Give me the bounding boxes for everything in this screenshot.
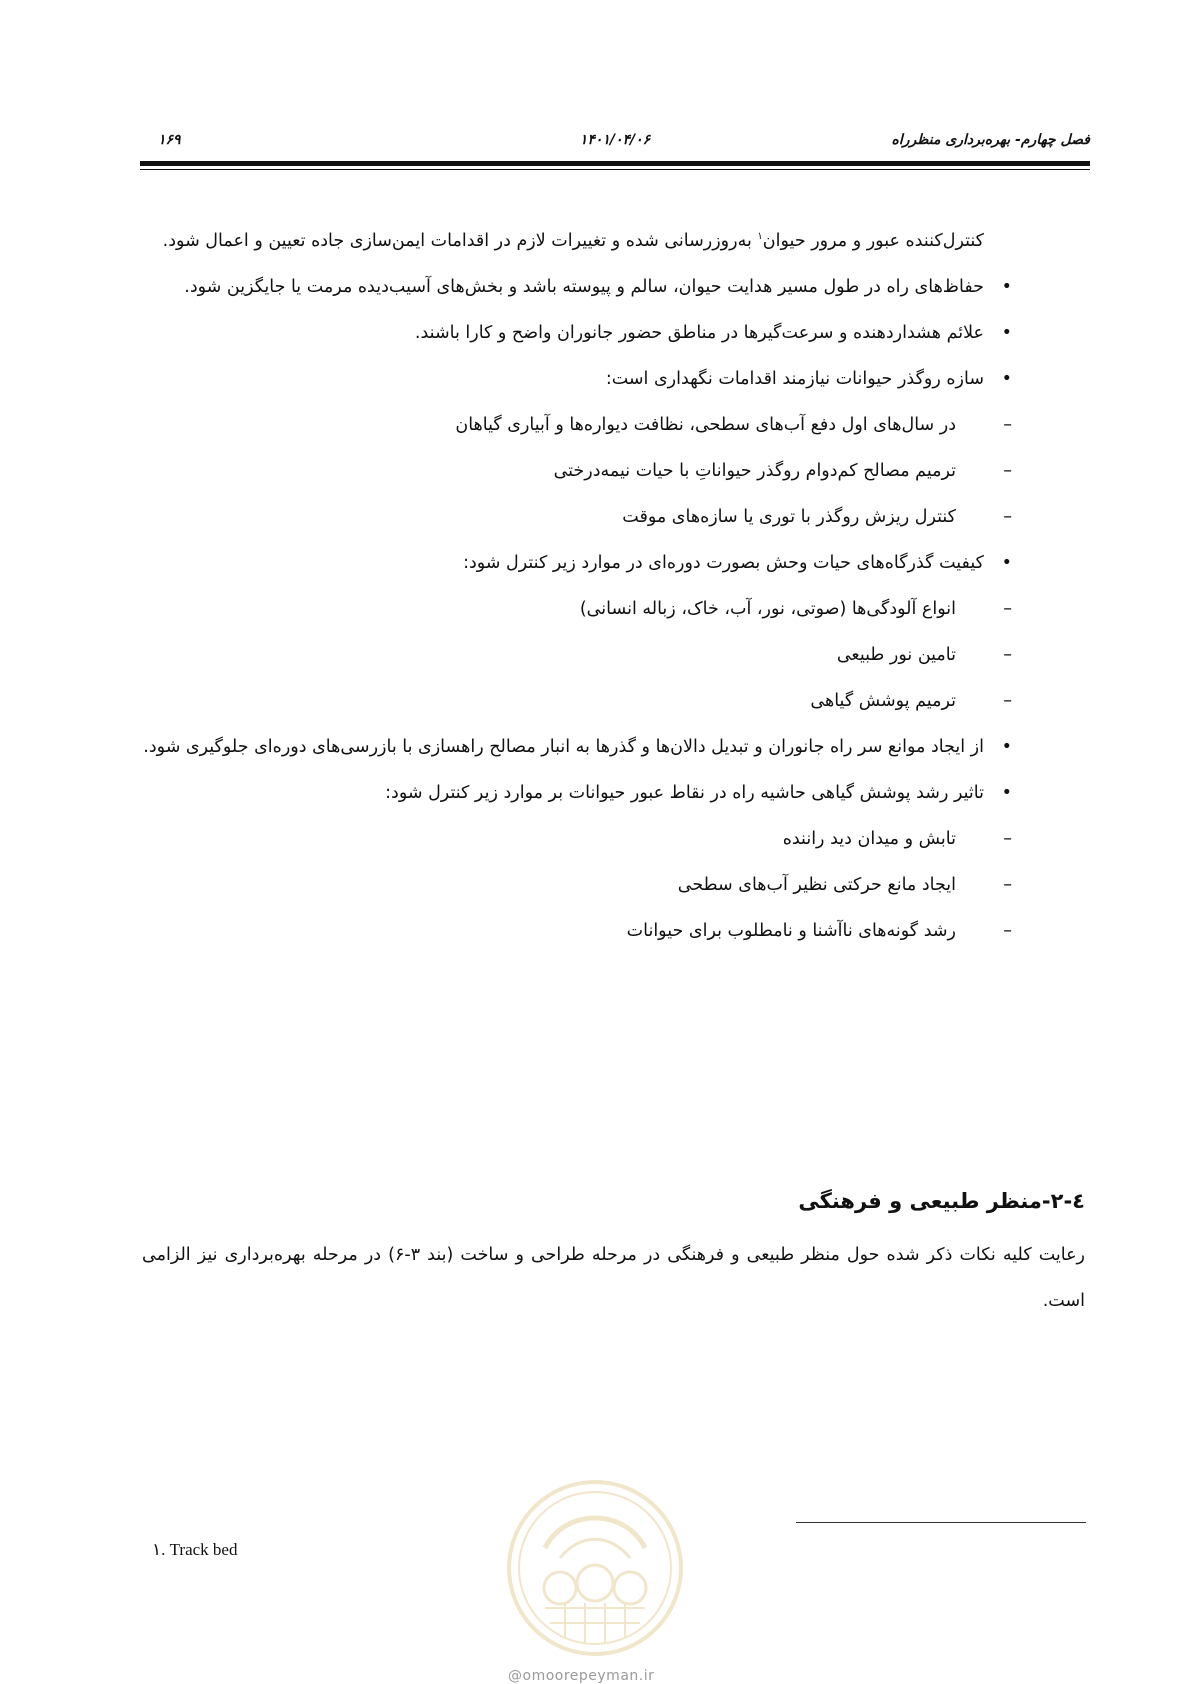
bullet-icon: • [1001, 736, 1012, 757]
bullet-icon: • [1001, 322, 1012, 343]
intro-rest: به‌روزرسانی شده و تغییرات لازم در اقدامات ایمن‌سازی جاده تعیین و اعمال شود. [162, 230, 758, 251]
sub-list-item [142, 448, 1012, 494]
page-number: ۱۶۹ [158, 132, 181, 148]
sub-item-text: ایجاد مانع حرکتی نظیر آب‌های سطحی [677, 874, 956, 895]
sub-list-item [142, 908, 1012, 954]
intro-text: کنترل‌کننده عبور و مرور حیوان [762, 230, 984, 251]
chapter-title: فصل چهارم- بهره‌برداری منظرراه [891, 132, 1090, 148]
watermark-url: @omoorepeyman.ir [508, 1668, 655, 1684]
bullet-icon: • [1001, 276, 1012, 297]
bullet-icon: • [1001, 368, 1012, 389]
dash-icon: – [1003, 920, 1012, 941]
list-item [142, 540, 1012, 586]
watermark-seal-icon [505, 1478, 685, 1658]
sub-item-text: ترمیم مصالح کم‌دوام روگذر حیواناتِ با حیات نیمه‌درختی [553, 460, 956, 481]
section-body: رعایت کلیه نکات ذکر شده حول منظر طبیعی و فرهنگی در مرحله طراحی و ساخت (بند ۳-۶) در مرحله بهره‌برداری نیز الزامی است. [142, 1245, 1085, 1311]
sub-item-text: رشد گونه‌های ناآشنا و نامطلوب برای حیوانات [626, 920, 956, 941]
sub-item-text: انواع آلودگی‌ها (صوتی، نور، آب، خاک، زباله انسانی) [579, 598, 956, 619]
list-item [142, 310, 1012, 356]
header-date: ۱۴۰۱/۰۴/۰۶ [579, 132, 651, 148]
dash-icon: – [1003, 690, 1012, 711]
sub-list-item [142, 816, 1012, 862]
sub-item-text: کنترل ریزش روگذر با توری یا سازه‌های موقت [622, 506, 956, 527]
dash-icon: – [1003, 598, 1012, 619]
list-item [142, 724, 1012, 770]
bullet-icon: • [1001, 782, 1012, 803]
footnote-rule [796, 1522, 1086, 1523]
sub-list-item [142, 678, 1012, 724]
sub-list-item [142, 586, 1012, 632]
dash-icon: – [1003, 460, 1012, 481]
dash-icon: – [1003, 414, 1012, 435]
item-text: علائم هشداردهنده و سرعت‌گیرها در مناطق حضور جانوران واضح و کارا باشند. [414, 322, 984, 343]
list-item [142, 770, 1012, 816]
item-text: تاثیر رشد پوشش گیاهی حاشیه راه در نقاط عبور حیوانات بر موارد زیر کنترل شود: [385, 782, 984, 803]
sub-item-text: تابش و میدان دید راننده [782, 828, 956, 849]
main-content [142, 214, 1012, 954]
bullet-icon: • [1001, 552, 1012, 573]
sub-item-text: ترمیم پوشش گیاهی [810, 690, 956, 711]
list-item [142, 264, 1012, 310]
footnote: ۱. Track bed [152, 1540, 238, 1559]
sub-list-item [142, 494, 1012, 540]
header-rule-thick [140, 161, 1090, 166]
footnote-ref: ۱ [757, 231, 763, 242]
sub-list-item [142, 632, 1012, 678]
section-natural-cultural [142, 1186, 1085, 1324]
dash-icon: – [1003, 874, 1012, 895]
dash-icon: – [1003, 644, 1012, 665]
sub-item-text: تامین نور طبیعی [836, 644, 956, 665]
item-text: سازه روگذر حیوانات نیازمند اقدامات نگهداری است: [605, 368, 984, 389]
intro-paragraph [142, 214, 1012, 264]
item-text: کیفیت گذرگاه‌های حیات وحش بصورت دوره‌ای در موارد زیر کنترل شود: [463, 552, 984, 573]
page-header [140, 132, 1090, 154]
sub-item-text: در سال‌های اول دفع آب‌های سطحی، نظافت دیواره‌ها و آبیاری گیاهان [455, 414, 956, 435]
item-text: حفاظ‌های راه در طول مسیر هدایت حیوان، سالم و پیوسته باشد و بخش‌های آسیب‌دیده مرمت یا جایگزین شود. [184, 276, 984, 297]
header-rule-thin [140, 169, 1090, 170]
list-item [142, 356, 1012, 402]
sub-list-item [142, 862, 1012, 908]
section-heading: ٤-۲-منظر طبیعی و فرهنگی [798, 1189, 1085, 1213]
item-text: از ایجاد موانع سر راه جانوران و تبدیل دالان‌ها و گذرها به انبار مصالح راهسازی با بازرسی‌های دوره‌ای جلوگیری شود. [143, 736, 984, 757]
dash-icon: – [1003, 506, 1012, 527]
dash-icon: – [1003, 828, 1012, 849]
sub-list-item [142, 402, 1012, 448]
